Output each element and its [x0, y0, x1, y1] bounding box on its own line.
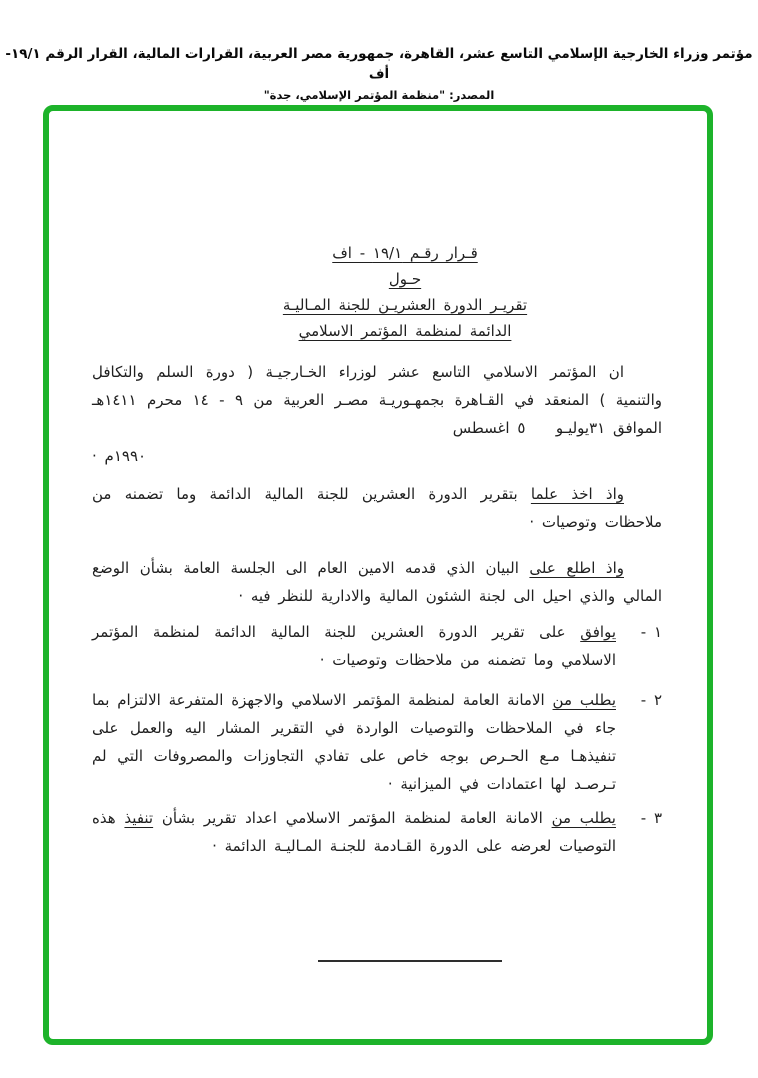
- operative-clause-1: [92, 618, 662, 674]
- clause-1-number: ١ -: [640, 623, 662, 641]
- clause-1-text-block: [92, 618, 616, 674]
- clause-3-underlined-word: تنفيذ: [124, 809, 154, 827]
- document-header: [0, 44, 758, 104]
- clause-1-text: على تقرير الدورة العشرين للجنة المالية الدائمة لمنظمة المؤتمر الاسلامي وما تضمنه من ملاحظات وتوصيات ·: [92, 623, 616, 669]
- clause-2-text: الامانة العامة لمنظمة المؤتمر الاسلامي والاجهزة المتفرعة الالتزام بما جاء في الملاحظات والتوصيات الواردة في التقرير المشار اليه والعمل على تنفيذهـا مـع الحـرص بوجه خاص على تفادي التجاوزات والمصروفات التي لم تـرصـد لها اعتمادات في الميزانية ·: [92, 691, 616, 793]
- preamble-paragraph-1: [92, 358, 662, 442]
- preamble-paragraph-2: [92, 480, 662, 536]
- operative-clause-3: [92, 804, 662, 860]
- clause-3-number: ٣ -: [640, 809, 662, 827]
- clause-2-number: ٢ -: [640, 691, 662, 709]
- resolution-number-title: قـرار رقـم ١٩/١ - اف: [332, 244, 478, 262]
- preamble-1-text: ان المؤتمر الاسلامي التاسع عشر لوزراء الخـارجيـة ( دورة السلم والتكافل والتنمية ) المنعقد في القـاهرة بجمهـوريـة مصـر العربية من ٩ - ١٤ محرم ١٤١١هـ الموافق ٣١يوليـو ٥ اغسطس: [92, 363, 662, 437]
- resolution-body: [92, 240, 662, 860]
- footer-separator-rule: [318, 960, 502, 962]
- preamble-2-lead: واذ اخذ علما: [530, 485, 624, 503]
- clause-3-text-a: الامانة العامة لمنظمة المؤتمر الاسلامي اعداد تقرير بشأن: [153, 809, 552, 827]
- preamble-2-text: بتقرير الدورة العشرين للجنة المالية الدائمة وما تضمنه من ملاحظات وتوصيات ·: [92, 485, 662, 531]
- preamble-3-lead: واذ اطلع على: [529, 559, 624, 577]
- clause-3-lead: يطلب من: [551, 809, 616, 827]
- clause-3-text-block: [92, 804, 616, 860]
- preamble-1-date-line: ١٩٩٠م ·: [92, 447, 147, 465]
- header-source-line: المصدر: "منظمة المؤتمر الإسلامي، جدة": [263, 88, 495, 102]
- clause-2-lead: يطلب من: [552, 691, 616, 709]
- preamble-paragraph-3: [92, 554, 662, 610]
- operative-clause-2: [92, 686, 662, 798]
- resolution-subject-line-1: تقريـر الدورة العشريـن للجنة المـاليـة: [282, 296, 528, 314]
- clause-3-text-b: هذه التوصيات لعرضه على الدورة القـادمة للجنـة المـاليـة الدائمة ·: [92, 809, 616, 855]
- resolution-subject-line-2: الدائمة لمنظمة المؤتمر الاسلامي: [298, 322, 512, 340]
- header-citation-line: مؤتمر وزراء الخارجية الإسلامي التاسع عشر، القاهرة، جمهورية مصر العربية، القرارات المالية، القرار الرقم ١٩/١- أف: [5, 46, 753, 82]
- preamble-3-text: البيان الذي قدمه الامين العام الى الجلسة العامة بشأن الوضع المالي والذي احيل الى لجنة الشئون المالية والادارية للنظر فيه ·: [92, 559, 662, 605]
- resolution-subtitle: حـول: [388, 270, 422, 288]
- clause-1-lead: يوافق: [580, 623, 616, 641]
- clause-2-text-block: [92, 686, 616, 798]
- resolution-title-block: [120, 240, 690, 344]
